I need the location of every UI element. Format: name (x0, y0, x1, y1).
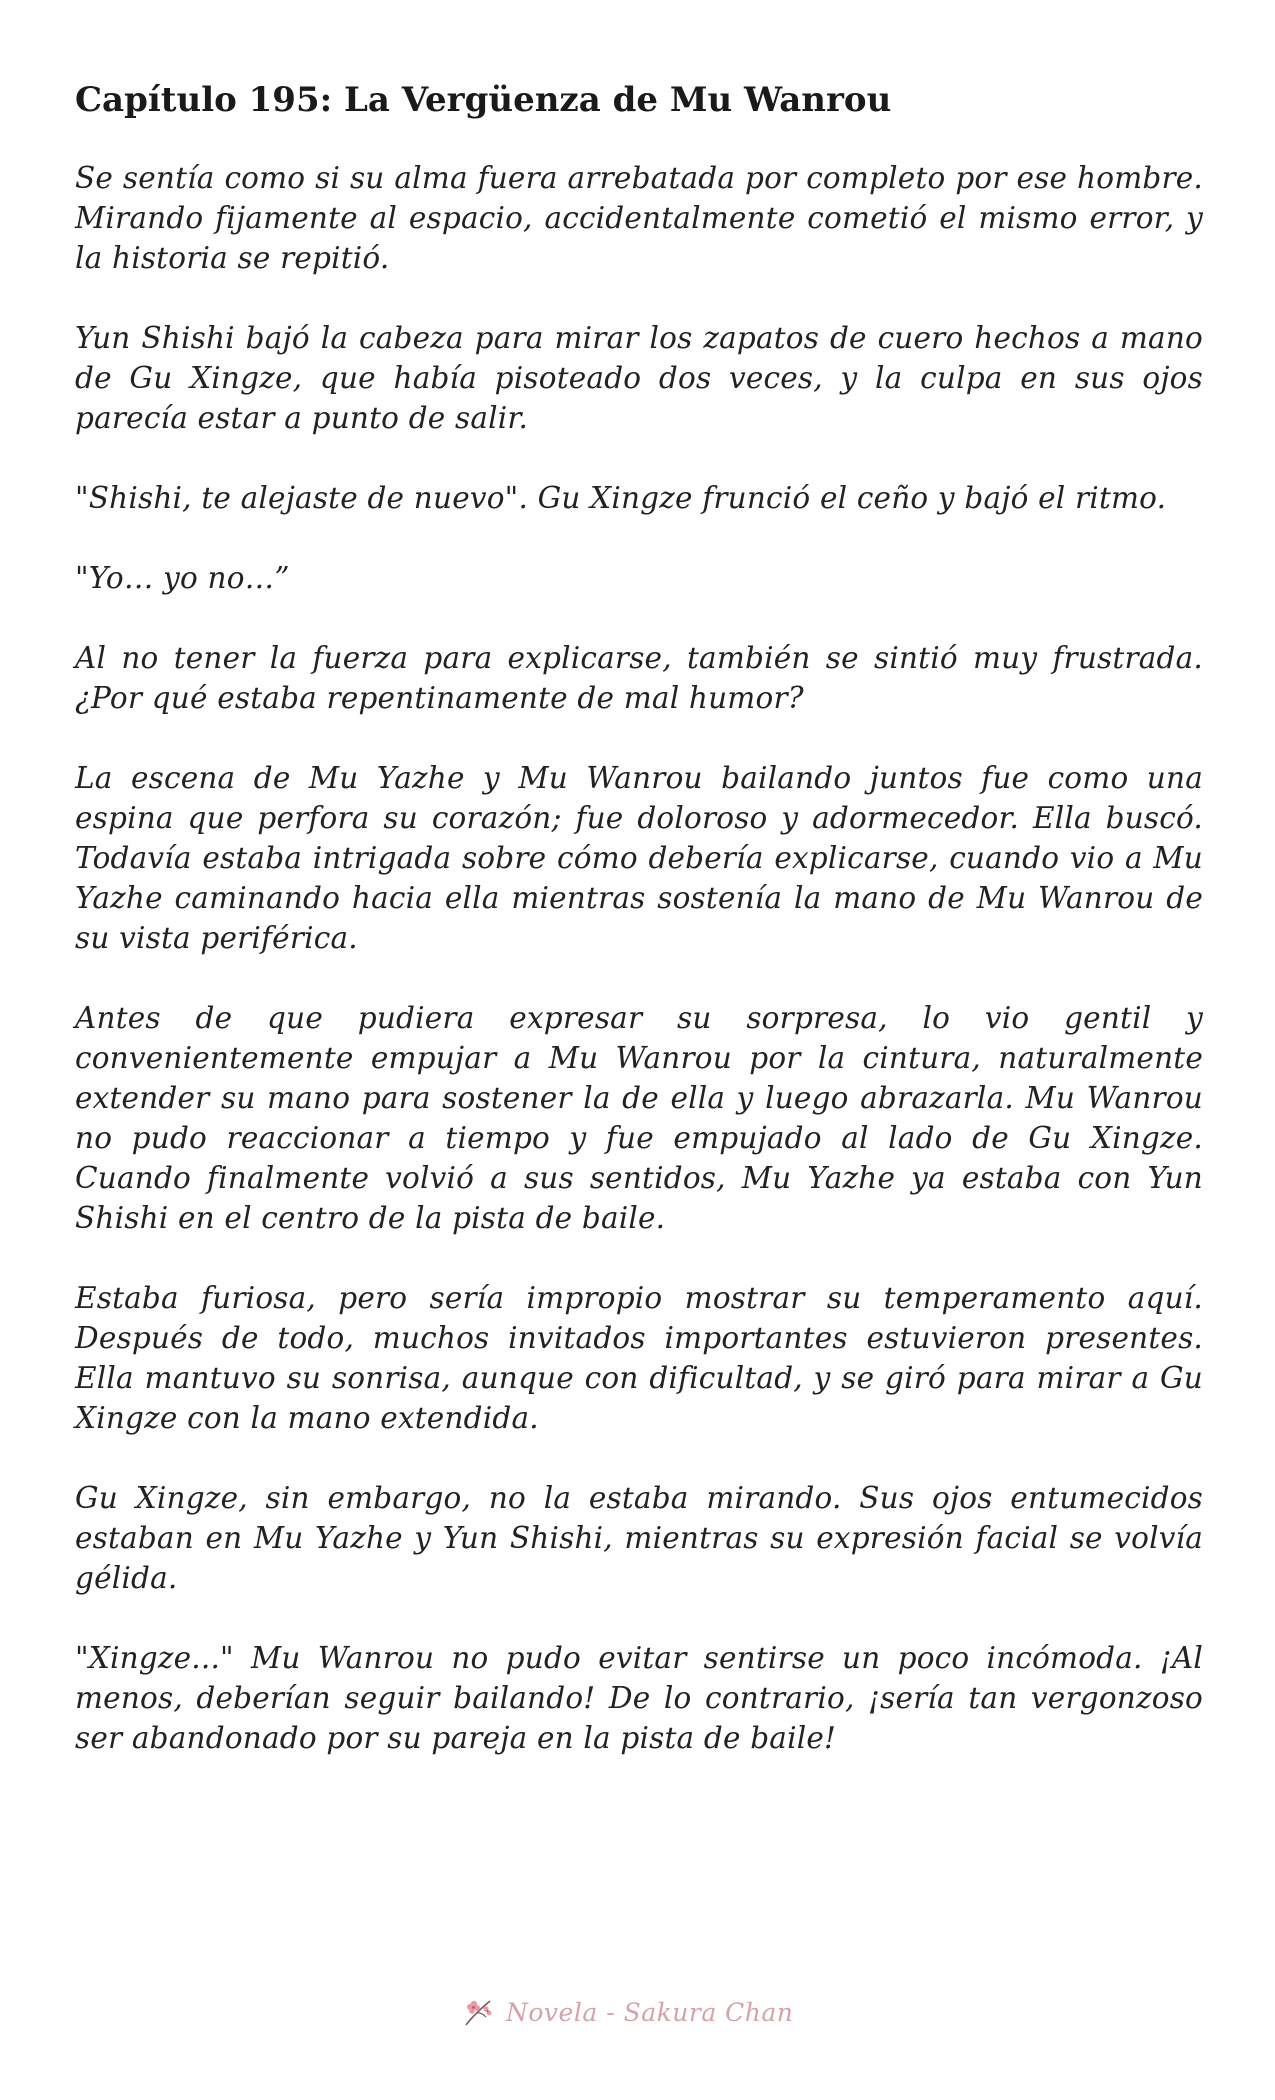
paragraph-10: "Xingze..." Mu Wanrou no pudo evitar sentirse un poco incómoda. ¡Al menos, deberían seguir bailando! De lo contrario, ¡sería tan vergonzoso ser abandonado por su pareja en la pista de baile! (75, 1641, 1203, 1755)
paragraph-3: "Shishi, te alejaste de nuevo". Gu Xingze frunció el ceño y bajó el ritmo. (75, 481, 1167, 515)
paragraph-4: "Yo… yo no…” (75, 561, 290, 595)
chapter-title: Capítulo 195: La Vergüenza de Mu Wanrou (75, 80, 892, 120)
paragraph-8: Estaba furiosa, pero sería impropio mostrar su temperamento aquí. Después de todo, muchos invitados importantes estuvieron presentes. Ella mantuvo su sonrisa, aunque con dificultad, y se giró para mirar a Gu Xingze con la mano extendida. (75, 1281, 1203, 1435)
watermark-text: Novela - Sakura Chan (506, 1997, 794, 2027)
paragraph-5: Al no tener la fuerza para explicarse, también se sintió muy frustrada. ¿Por qué estaba repentinamente de mal humor? (75, 641, 1203, 715)
cherry-blossom-icon (462, 1995, 496, 2029)
paragraph-2: Yun Shishi bajó la cabeza para mirar los zapatos de cuero hechos a mano de Gu Xingze, que había pisoteado dos veces, y la culpa en sus ojos parecía estar a punto de salir. (75, 321, 1203, 435)
paragraph-1: Se sentía como si su alma fuera arrebatada por completo por ese hombre. Mirando fijamente al espacio, accidentalmente cometió el mismo error, y la historia se repitió. (75, 161, 1203, 275)
paragraph-9: Gu Xingze, sin embargo, no la estaba mirando. Sus ojos entumecidos estaban en Mu Yazhe y Yun Shishi, mientras su expresión facial se volvía gélida. (75, 1481, 1203, 1595)
paragraph-6: La escena de Mu Yazhe y Mu Wanrou bailando juntos fue como una espina que perfora su corazón; fue doloroso y adormecedor. Ella buscó. Todavía estaba intrigada sobre cómo debería explicarse, cuando vio a Mu Yazhe caminando hacia ella mientras sostenía la mano de Mu Wanrou de su vista periférica. (75, 761, 1203, 955)
chapter-body (75, 158, 1203, 1798)
watermark (462, 1990, 832, 2034)
paragraph-7: Antes de que pudiera expresar su sorpresa, lo vio gentil y convenientemente empujar a Mu Wanrou por la cintura, naturalmente extender su mano para sostener la de ella y luego abrazarla. Mu Wanrou no pudo reaccionar a tiempo y fue empujado al lado de Gu Xingze. Cuando finalmente volvió a sus sentidos, Mu Yazhe ya estaba con Yun Shishi en el centro de la pista de baile. (75, 1001, 1203, 1235)
